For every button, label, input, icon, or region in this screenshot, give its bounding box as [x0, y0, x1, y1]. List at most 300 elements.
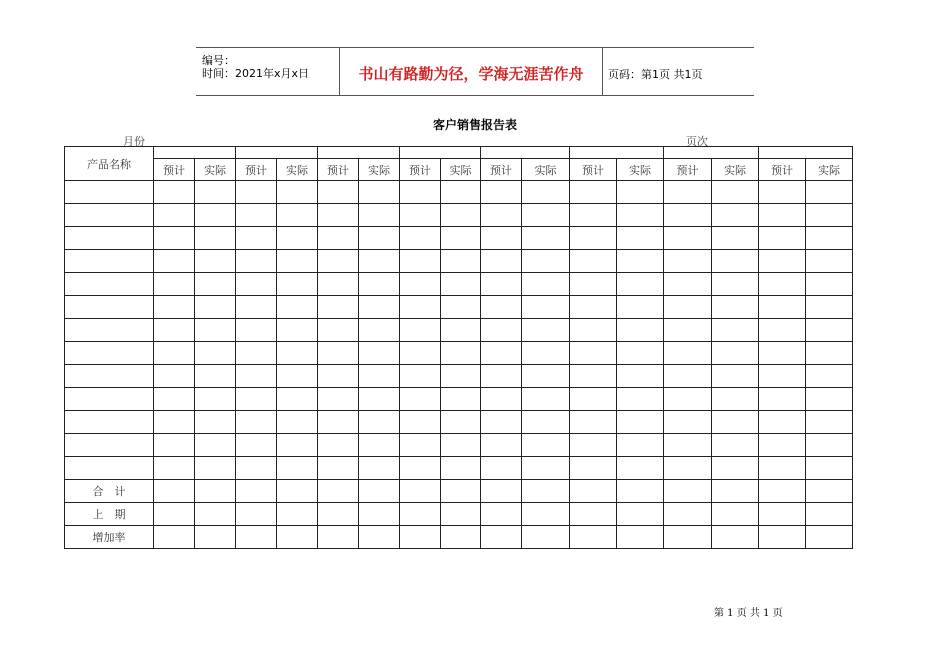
value-cell[interactable] — [664, 388, 712, 411]
value-cell[interactable] — [236, 296, 277, 319]
value-cell[interactable] — [154, 365, 195, 388]
value-cell[interactable] — [712, 342, 759, 365]
value-cell[interactable] — [277, 388, 318, 411]
value-cell[interactable] — [617, 227, 664, 250]
actual-header: 实际 — [277, 159, 318, 181]
value-cell[interactable] — [441, 319, 481, 342]
value-cell[interactable] — [154, 342, 195, 365]
value-cell[interactable] — [522, 480, 570, 503]
value-cell[interactable] — [664, 365, 712, 388]
value-cell[interactable] — [359, 388, 400, 411]
value-cell[interactable] — [712, 365, 759, 388]
value-cell[interactable] — [400, 342, 441, 365]
value-cell[interactable] — [617, 204, 664, 227]
sales-report-table — [64, 146, 853, 549]
value-cell[interactable] — [617, 388, 664, 411]
value-cell[interactable] — [154, 319, 195, 342]
value-cell[interactable] — [712, 250, 759, 273]
value-cell[interactable] — [195, 365, 236, 388]
value-cell[interactable] — [481, 434, 522, 457]
value-cell[interactable] — [712, 204, 759, 227]
value-cell[interactable] — [481, 480, 522, 503]
value-cell[interactable] — [277, 526, 318, 549]
value-cell[interactable] — [522, 227, 570, 250]
value-cell[interactable] — [400, 434, 441, 457]
product-name-cell[interactable] — [65, 388, 154, 411]
value-cell[interactable] — [617, 457, 664, 480]
header-top-rule — [196, 47, 754, 48]
value-cell[interactable] — [154, 411, 195, 434]
value-cell[interactable] — [759, 227, 806, 250]
value-cell[interactable] — [277, 296, 318, 319]
value-cell[interactable] — [570, 204, 617, 227]
month-group-header[interactable] — [570, 147, 664, 159]
value-cell[interactable] — [570, 342, 617, 365]
value-cell[interactable] — [806, 250, 853, 273]
value-cell[interactable] — [277, 227, 318, 250]
value-cell[interactable] — [318, 434, 359, 457]
value-cell[interactable] — [359, 250, 400, 273]
month-group-header[interactable] — [318, 147, 400, 159]
value-cell[interactable] — [318, 319, 359, 342]
value-cell[interactable] — [481, 457, 522, 480]
value-cell[interactable] — [359, 319, 400, 342]
value-cell[interactable] — [759, 526, 806, 549]
value-cell[interactable] — [195, 503, 236, 526]
value-cell[interactable] — [712, 434, 759, 457]
product-name-cell[interactable] — [65, 296, 154, 319]
value-cell[interactable] — [664, 480, 712, 503]
product-name-cell[interactable] — [65, 411, 154, 434]
value-cell[interactable] — [806, 457, 853, 480]
value-cell[interactable] — [664, 319, 712, 342]
value-cell[interactable] — [570, 457, 617, 480]
value-cell[interactable] — [712, 457, 759, 480]
value-cell[interactable] — [318, 204, 359, 227]
value-cell[interactable] — [712, 388, 759, 411]
value-cell[interactable] — [318, 181, 359, 204]
value-cell[interactable] — [359, 365, 400, 388]
value-cell[interactable] — [277, 480, 318, 503]
value-cell[interactable] — [806, 411, 853, 434]
value-cell[interactable] — [481, 388, 522, 411]
value-cell[interactable] — [759, 457, 806, 480]
value-cell[interactable] — [664, 434, 712, 457]
value-cell[interactable] — [318, 411, 359, 434]
value-cell[interactable] — [806, 204, 853, 227]
value-cell[interactable] — [400, 480, 441, 503]
value-cell[interactable] — [806, 342, 853, 365]
value-cell[interactable] — [236, 434, 277, 457]
value-cell[interactable] — [236, 411, 277, 434]
value-cell[interactable] — [400, 296, 441, 319]
value-cell[interactable] — [277, 365, 318, 388]
table-row — [65, 319, 853, 342]
value-cell[interactable] — [195, 204, 236, 227]
forecast-header: 预计 — [154, 159, 195, 181]
value-cell[interactable] — [759, 480, 806, 503]
table-row — [65, 204, 853, 227]
value-cell[interactable] — [359, 204, 400, 227]
value-cell[interactable] — [481, 319, 522, 342]
value-cell[interactable] — [441, 503, 481, 526]
value-cell[interactable] — [712, 319, 759, 342]
value-cell[interactable] — [570, 411, 617, 434]
value-cell[interactable] — [359, 296, 400, 319]
product-name-cell[interactable] — [65, 365, 154, 388]
value-cell[interactable] — [664, 296, 712, 319]
value-cell[interactable] — [570, 526, 617, 549]
value-cell[interactable] — [195, 319, 236, 342]
value-cell[interactable] — [441, 480, 481, 503]
value-cell[interactable] — [236, 342, 277, 365]
actual-header: 实际 — [359, 159, 400, 181]
value-cell[interactable] — [318, 273, 359, 296]
value-cell[interactable] — [154, 204, 195, 227]
value-cell[interactable] — [441, 434, 481, 457]
value-cell[interactable] — [236, 227, 277, 250]
value-cell[interactable] — [481, 503, 522, 526]
value-cell[interactable] — [617, 319, 664, 342]
value-cell[interactable] — [441, 388, 481, 411]
value-cell[interactable] — [441, 204, 481, 227]
header-divider-left — [339, 47, 340, 96]
value-cell[interactable] — [806, 227, 853, 250]
value-cell[interactable] — [570, 227, 617, 250]
value-cell[interactable] — [400, 457, 441, 480]
value-cell[interactable] — [759, 411, 806, 434]
growth-rate-row-label: 增加率 — [65, 526, 154, 549]
value-cell[interactable] — [570, 319, 617, 342]
value-cell[interactable] — [441, 457, 481, 480]
value-cell[interactable] — [522, 365, 570, 388]
value-cell[interactable] — [806, 526, 853, 549]
product-name-cell[interactable] — [65, 342, 154, 365]
product-name-cell[interactable] — [65, 181, 154, 204]
value-cell[interactable] — [522, 457, 570, 480]
value-cell[interactable] — [441, 526, 481, 549]
value-cell[interactable] — [712, 503, 759, 526]
actual-header: 实际 — [522, 159, 570, 181]
value-cell[interactable] — [195, 434, 236, 457]
value-cell[interactable] — [318, 227, 359, 250]
value-cell[interactable] — [759, 181, 806, 204]
value-cell[interactable] — [441, 273, 481, 296]
value-cell[interactable] — [359, 480, 400, 503]
value-cell[interactable] — [522, 434, 570, 457]
month-group-header[interactable] — [759, 147, 853, 159]
product-name-cell[interactable] — [65, 204, 154, 227]
value-cell[interactable] — [154, 457, 195, 480]
value-cell[interactable] — [318, 526, 359, 549]
value-cell[interactable] — [400, 227, 441, 250]
value-cell[interactable] — [664, 503, 712, 526]
value-cell[interactable] — [759, 273, 806, 296]
value-cell[interactable] — [522, 181, 570, 204]
value-cell[interactable] — [441, 342, 481, 365]
value-cell[interactable] — [481, 273, 522, 296]
value-cell[interactable] — [195, 457, 236, 480]
value-cell[interactable] — [522, 250, 570, 273]
value-cell[interactable] — [759, 250, 806, 273]
value-cell[interactable] — [712, 480, 759, 503]
value-cell[interactable] — [195, 526, 236, 549]
table-row — [65, 434, 853, 457]
value-cell[interactable] — [759, 319, 806, 342]
value-cell[interactable] — [236, 365, 277, 388]
value-cell[interactable] — [617, 342, 664, 365]
value-cell[interactable] — [712, 296, 759, 319]
value-cell[interactable] — [441, 365, 481, 388]
value-cell[interactable] — [359, 503, 400, 526]
month-group-header[interactable] — [154, 147, 236, 159]
value-cell[interactable] — [400, 526, 441, 549]
value-cell[interactable] — [400, 181, 441, 204]
value-cell[interactable] — [318, 342, 359, 365]
total-row-label: 合 计 — [65, 480, 154, 503]
value-cell[interactable] — [759, 365, 806, 388]
value-cell[interactable] — [617, 434, 664, 457]
value-cell[interactable] — [664, 411, 712, 434]
value-cell[interactable] — [522, 388, 570, 411]
value-cell[interactable] — [236, 319, 277, 342]
value-cell[interactable] — [359, 342, 400, 365]
value-cell[interactable] — [154, 273, 195, 296]
product-name-cell[interactable] — [65, 273, 154, 296]
value-cell[interactable] — [441, 296, 481, 319]
value-cell[interactable] — [277, 342, 318, 365]
value-cell[interactable] — [664, 250, 712, 273]
month-group-header[interactable] — [400, 147, 481, 159]
value-cell[interactable] — [400, 273, 441, 296]
product-name-cell[interactable] — [65, 250, 154, 273]
value-cell[interactable] — [570, 480, 617, 503]
value-cell[interactable] — [481, 250, 522, 273]
value-cell[interactable] — [712, 273, 759, 296]
value-cell[interactable] — [154, 250, 195, 273]
value-cell[interactable] — [195, 411, 236, 434]
forecast-header: 预计 — [570, 159, 617, 181]
value-cell[interactable] — [441, 411, 481, 434]
value-cell[interactable] — [481, 204, 522, 227]
value-cell[interactable] — [195, 181, 236, 204]
value-cell[interactable] — [359, 434, 400, 457]
value-cell[interactable] — [759, 204, 806, 227]
value-cell[interactable] — [522, 204, 570, 227]
value-cell[interactable] — [359, 526, 400, 549]
value-cell[interactable] — [806, 365, 853, 388]
value-cell[interactable] — [806, 319, 853, 342]
value-cell[interactable] — [277, 503, 318, 526]
value-cell[interactable] — [400, 250, 441, 273]
value-cell[interactable] — [759, 342, 806, 365]
product-name-cell[interactable] — [65, 319, 154, 342]
value-cell[interactable] — [617, 526, 664, 549]
value-cell[interactable] — [806, 273, 853, 296]
value-cell[interactable] — [806, 480, 853, 503]
value-cell[interactable] — [277, 434, 318, 457]
value-cell[interactable] — [195, 273, 236, 296]
value-cell[interactable] — [400, 388, 441, 411]
value-cell[interactable] — [359, 273, 400, 296]
value-cell[interactable] — [236, 181, 277, 204]
value-cell[interactable] — [236, 526, 277, 549]
value-cell[interactable] — [400, 204, 441, 227]
value-cell[interactable] — [522, 503, 570, 526]
value-cell[interactable] — [277, 250, 318, 273]
value-cell[interactable] — [570, 434, 617, 457]
value-cell[interactable] — [522, 411, 570, 434]
value-cell[interactable] — [277, 181, 318, 204]
value-cell[interactable] — [154, 181, 195, 204]
value-cell[interactable] — [617, 365, 664, 388]
value-cell[interactable] — [154, 434, 195, 457]
value-cell[interactable] — [154, 227, 195, 250]
value-cell[interactable] — [481, 181, 522, 204]
value-cell[interactable] — [195, 342, 236, 365]
value-cell[interactable] — [806, 503, 853, 526]
forecast-header: 预计 — [481, 159, 522, 181]
value-cell[interactable] — [617, 250, 664, 273]
value-cell[interactable] — [481, 296, 522, 319]
value-cell[interactable] — [400, 319, 441, 342]
value-cell[interactable] — [236, 503, 277, 526]
product-name-cell[interactable] — [65, 227, 154, 250]
value-cell[interactable] — [236, 273, 277, 296]
page-footer: 第 1 页 共 1 页 — [714, 608, 783, 619]
value-cell[interactable] — [154, 480, 195, 503]
header-bottom-rule — [196, 95, 754, 96]
value-cell[interactable] — [759, 503, 806, 526]
value-cell[interactable] — [759, 434, 806, 457]
value-cell[interactable] — [522, 319, 570, 342]
value-cell[interactable] — [441, 181, 481, 204]
value-cell[interactable] — [759, 388, 806, 411]
value-cell[interactable] — [236, 204, 277, 227]
value-cell[interactable] — [617, 411, 664, 434]
value-cell[interactable] — [664, 204, 712, 227]
value-cell[interactable] — [522, 273, 570, 296]
value-cell[interactable] — [318, 457, 359, 480]
value-cell[interactable] — [154, 526, 195, 549]
value-cell[interactable] — [481, 342, 522, 365]
product-name-cell[interactable] — [65, 457, 154, 480]
value-cell[interactable] — [570, 273, 617, 296]
value-cell[interactable] — [806, 181, 853, 204]
value-cell[interactable] — [236, 457, 277, 480]
value-cell[interactable] — [481, 411, 522, 434]
value-cell[interactable] — [617, 181, 664, 204]
value-cell[interactable] — [318, 250, 359, 273]
value-cell[interactable] — [195, 388, 236, 411]
value-cell[interactable] — [664, 342, 712, 365]
value-cell[interactable] — [570, 388, 617, 411]
value-cell[interactable] — [400, 411, 441, 434]
value-cell[interactable] — [617, 273, 664, 296]
table-row — [65, 457, 853, 480]
value-cell[interactable] — [441, 250, 481, 273]
month-group-header[interactable] — [664, 147, 759, 159]
month-group-header[interactable] — [236, 147, 318, 159]
value-cell[interactable] — [154, 296, 195, 319]
value-cell[interactable] — [195, 250, 236, 273]
value-cell[interactable] — [617, 296, 664, 319]
value-cell[interactable] — [400, 503, 441, 526]
value-cell[interactable] — [664, 273, 712, 296]
value-cell[interactable] — [154, 503, 195, 526]
value-cell[interactable] — [664, 227, 712, 250]
value-cell[interactable] — [359, 411, 400, 434]
value-cell[interactable] — [236, 480, 277, 503]
value-cell[interactable] — [236, 250, 277, 273]
value-cell[interactable] — [759, 296, 806, 319]
value-cell[interactable] — [318, 480, 359, 503]
value-cell[interactable] — [570, 250, 617, 273]
value-cell[interactable] — [195, 227, 236, 250]
value-cell[interactable] — [712, 227, 759, 250]
value-cell[interactable] — [522, 296, 570, 319]
value-cell[interactable] — [359, 457, 400, 480]
value-cell[interactable] — [522, 342, 570, 365]
value-cell[interactable] — [806, 296, 853, 319]
document-header — [196, 47, 754, 96]
value-cell[interactable] — [277, 319, 318, 342]
value-cell[interactable] — [712, 181, 759, 204]
value-cell[interactable] — [481, 526, 522, 549]
value-cell[interactable] — [664, 526, 712, 549]
value-cell[interactable] — [318, 365, 359, 388]
value-cell[interactable] — [664, 181, 712, 204]
value-cell[interactable] — [481, 365, 522, 388]
value-cell[interactable] — [400, 365, 441, 388]
value-cell[interactable] — [154, 388, 195, 411]
previous-period-row-label: 上 期 — [65, 503, 154, 526]
value-cell[interactable] — [570, 365, 617, 388]
value-cell[interactable] — [481, 227, 522, 250]
value-cell[interactable] — [712, 526, 759, 549]
value-cell[interactable] — [441, 227, 481, 250]
value-cell[interactable] — [318, 503, 359, 526]
value-cell[interactable] — [195, 480, 236, 503]
table-row — [65, 227, 853, 250]
value-cell[interactable] — [712, 411, 759, 434]
value-cell[interactable] — [277, 457, 318, 480]
value-cell[interactable] — [236, 388, 277, 411]
value-cell[interactable] — [359, 181, 400, 204]
value-cell[interactable] — [806, 434, 853, 457]
value-cell[interactable] — [617, 503, 664, 526]
value-cell[interactable] — [664, 457, 712, 480]
value-cell[interactable] — [570, 503, 617, 526]
month-group-header[interactable] — [481, 147, 570, 159]
value-cell[interactable] — [318, 296, 359, 319]
value-cell[interactable] — [277, 273, 318, 296]
value-cell[interactable] — [617, 480, 664, 503]
value-cell[interactable] — [277, 204, 318, 227]
form-title: 客户销售报告表 — [432, 118, 517, 132]
value-cell[interactable] — [195, 296, 236, 319]
value-cell[interactable] — [359, 227, 400, 250]
value-cell[interactable] — [806, 388, 853, 411]
value-cell[interactable] — [570, 181, 617, 204]
value-cell[interactable] — [318, 388, 359, 411]
table-row — [65, 250, 853, 273]
value-cell[interactable] — [570, 296, 617, 319]
value-cell[interactable] — [522, 526, 570, 549]
value-cell[interactable] — [277, 411, 318, 434]
actual-header: 实际 — [617, 159, 664, 181]
product-name-cell[interactable] — [65, 434, 154, 457]
